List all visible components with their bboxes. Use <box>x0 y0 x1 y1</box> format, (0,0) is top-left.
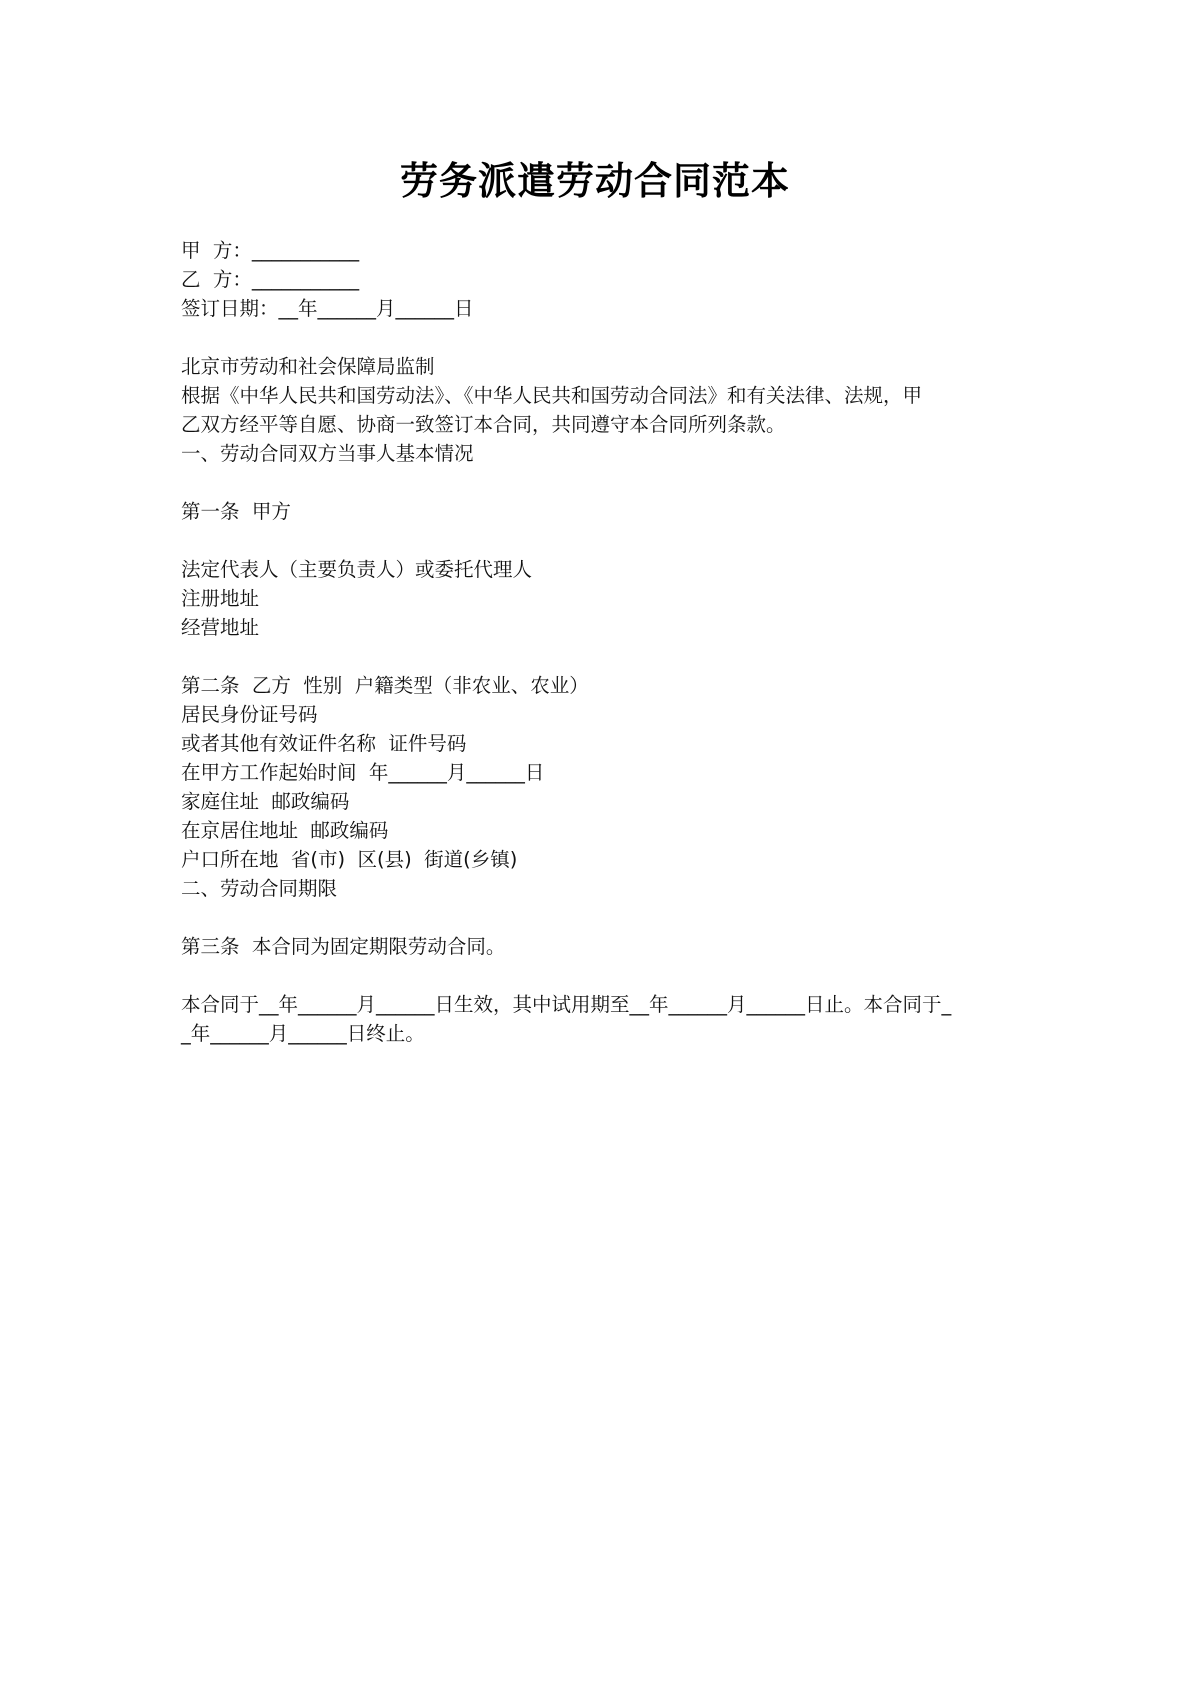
spacer <box>181 323 1021 352</box>
contract-term-line-1: 本合同于__年______月______日生效，其中试用期至__年______月______日止。本合同于_ <box>181 993 952 1016</box>
section-2-heading: 二、劳动合同期限 <box>181 877 338 900</box>
article-2-heading: 第二条 乙方 性别 户籍类型（非农业、农业） <box>181 674 589 697</box>
legal-representative-field: 法定代表人（主要负责人）或委托代理人 <box>181 558 533 581</box>
preamble-line-1: 根据《中华人民共和国劳动法》、《中华人民共和国劳动合同法》和有关法律、法规，甲 <box>181 384 923 407</box>
contract-term-line-2: _年______月______日终止。 <box>181 1022 425 1045</box>
party-a-field: 甲 方：___________ <box>181 239 360 262</box>
spacer <box>181 642 1021 671</box>
household-registration-field: 户口所在地 省(市) 区(县) 街道(乡镇) <box>181 848 518 871</box>
spacer <box>181 526 1021 555</box>
article-3-heading: 第三条 本合同为固定期限劳动合同。 <box>181 935 506 958</box>
home-address-field: 家庭住址 邮政编码 <box>181 790 350 813</box>
start-date-field: 在甲方工作起始时间 年______月______日 <box>181 761 545 784</box>
registered-address-field: 注册地址 <box>181 587 260 610</box>
beijing-address-field: 在京居住地址 邮政编码 <box>181 819 389 842</box>
preamble-line-2: 乙双方经平等自愿、协商一致签订本合同，共同遵守本合同所列条款。 <box>181 413 786 436</box>
spacer <box>181 903 1021 932</box>
spacer <box>181 468 1021 497</box>
business-address-field: 经营地址 <box>181 616 260 639</box>
document-title: 劳务派遣劳动合同范本 <box>399 159 790 203</box>
id-number-field: 居民身份证号码 <box>181 703 318 726</box>
other-id-field: 或者其他有效证件名称 证件号码 <box>181 732 467 755</box>
document-body <box>181 236 1021 1048</box>
article-1-heading: 第一条 甲方 <box>181 500 291 523</box>
supervision-note: 北京市劳动和社会保障局监制 <box>181 355 435 378</box>
party-b-field: 乙 方：___________ <box>181 268 360 291</box>
sign-date-field: 签订日期：__年______月______日 <box>181 297 474 320</box>
spacer <box>181 961 1021 990</box>
section-1-heading: 一、劳动合同双方当事人基本情况 <box>181 442 474 465</box>
